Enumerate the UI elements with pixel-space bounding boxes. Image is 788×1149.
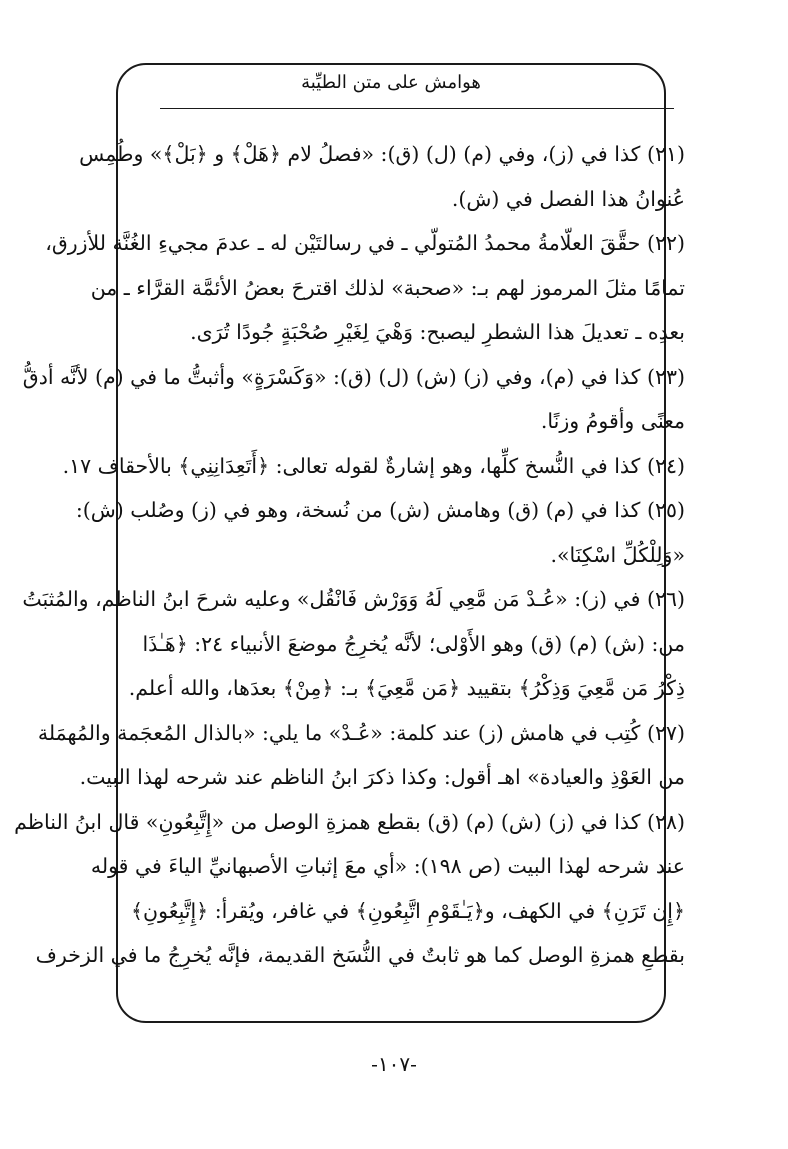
note-line: تمامًا مثلَ المرموز لهم بـ: «صحبة» لذلك اقترحَ بعضُ الأئمَّة القرَّاء ـ من [90, 275, 685, 300]
running-header: هوامش على متن الطيِّبة [301, 72, 481, 93]
note-line: (٢٦) في (ز): «عُـدْ مَن مَّعِي لَهُ وَوَرْش فَانْقُل» وعليه شرحَ ابنُ الناظم، والمُثبَتُ [22, 587, 685, 611]
note-line: «وَلِلْكُلِّ اسْكِنَا». [550, 542, 685, 567]
note-line: بعدِه ـ تعديلَ هذا الشطرِ ليصبح: وَهْيَ لِغَيْرِ صُحْبَةٍ جُودًا تُرَى. [190, 320, 685, 344]
footnote-28 [14, 800, 685, 978]
footnote-21 [79, 132, 685, 221]
footnote-24 [62, 444, 685, 489]
note-line: عُنوانُ هذا الفصل في (ش). [451, 186, 685, 211]
note-line: (٢٤) كذا في النُّسخ كلِّها، وهو إشارةٌ لقوله تعالى: ﴿أَتَعِدَانِنِي﴾ بالأحقاف ١٧. [62, 453, 685, 478]
footnote-22 [45, 221, 685, 355]
note-line: ذِكْرُ مَن مَّعِيَ وَذِكْرُ﴾ بتقييد ﴿مَن مَّعِيَ﴾ بـ: ﴿مِنْ﴾ بعدَها، والله أعلم. [128, 676, 685, 700]
header-divider [160, 108, 674, 109]
note-line: (٢١) كذا في (ز)، وفي (م) (ل) (ق): «فصلُ لام ﴿هَلْ﴾ و ﴿بَلْ﴾» وطُمِس [79, 142, 685, 166]
note-line: (٢٢) حقَّقَ العلّامةُ محمدُ المُتولّي ـ في رسالتَيْن له ـ عدمَ مجيءِ الغُنَّة للأزرق، [45, 231, 685, 255]
note-line: من العَوْذِ والعيادة» اهـ أقول: وكذا ذكرَ ابنُ الناظم عند شرحه لهذا البيت. [79, 765, 685, 789]
note-line: (٢٧) كُتِب في هامش (ز) عند كلمة: «عُـدْ» ما يلي: «بالذال المُعجَمة والمُهمَلة [37, 720, 685, 745]
note-line: (٢٥) كذا في (م) (ق) وهامش (ش) من نُسخة، وهو في (ز) وصُلب (ش): [75, 498, 685, 522]
note-line: (٢٨) كذا في (ز) (ش) (م) (ق) بقطع همزةِ الوصل من «إِتَّبِعُونِ» قال ابنُ الناظم [14, 809, 685, 834]
note-line: من: (ش) (م) (ق) وهو الأَوْلى؛ لأنَّه يُخرِجُ موضعَ الأنبياء ٢٤: ﴿هَـٰذَا [142, 631, 685, 656]
note-line: (٢٣) كذا في (م)، وفي (ز) (ش) (ل) (ق): «وَكَسْرَةٍ» وأثبتُّ ما في (م) لأنَّه أدقُّ [22, 364, 685, 389]
footnote-25 [75, 488, 685, 577]
footnotes-body [14, 132, 685, 978]
note-line: ﴿إِن تَرَنِ﴾ في الكهف، و﴿يَـٰقَوْمِ اتَّبِعُونِ﴾ في غافر، ويُقرأ: ﴿إِتَّبِعُونِ﴾ [131, 898, 685, 923]
note-line: بقطعِ همزةِ الوصل كما هو ثابتٌ في النُّسَخ القديمة، فإنَّه يُخرِجُ ما في الزخرف [35, 943, 685, 967]
note-line: عند شرحه لهذا البيت (ص ١٩٨): «أي معَ إثباتِ الأصبهانيِّ الياءَ في قوله [90, 854, 685, 878]
page-number: -١٠٧- [371, 1052, 417, 1076]
footnote-23 [22, 355, 685, 444]
footnote-26 [22, 577, 685, 711]
footnote-27 [37, 711, 685, 800]
note-line: معنًى وأقومُ وزنًا. [540, 409, 685, 433]
